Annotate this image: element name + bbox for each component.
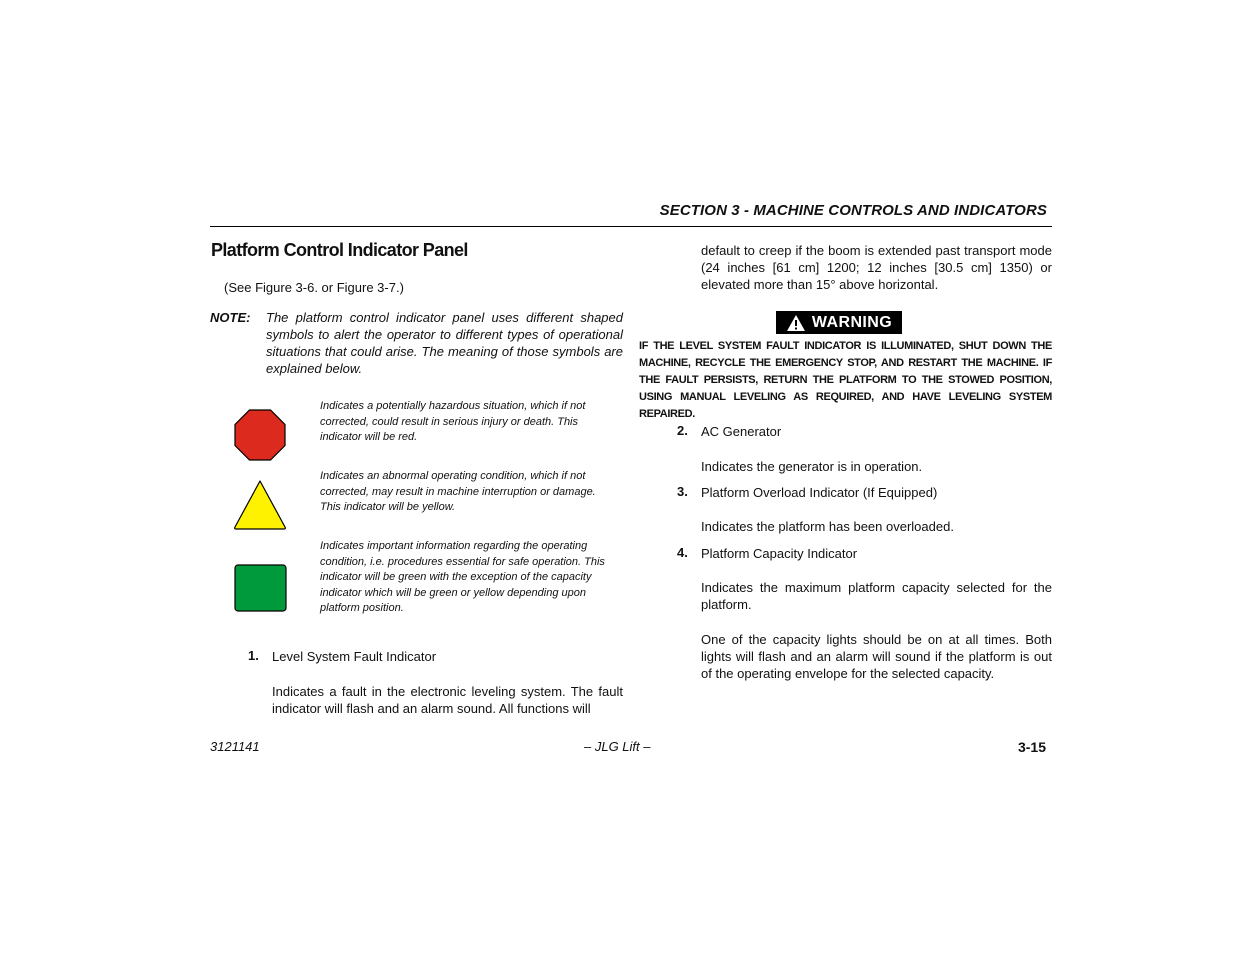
item-number: 4.: [677, 545, 688, 560]
note-text: The platform control indicator panel uses different shaped symbols to alert the operator to different types of operational situations that could arise. The meaning of those symbols are explained below.: [266, 310, 623, 376]
item-number: 1.: [248, 648, 259, 663]
yellow-symbol-description: Indicates an abnormal operating condition, which if not corrected, may result in machine interruption or damage. This indicator will be yellow.: [320, 470, 596, 513]
item-title: Level System Fault Indicator: [272, 649, 437, 664]
item-body: Indicates the maximum platform capacity selected for the platform.: [701, 580, 1052, 612]
section-header: SECTION 3 - MACHINE CONTROLS AND INDICATORS: [659, 202, 1047, 219]
item-body-continued: One of the capacity lights should be on at all times. Both lights will flash and an alarm will sound if the platform is out of the operating envelope for the selected capacity.: [701, 632, 1052, 681]
warning-text: IF THE LEVEL SYSTEM FAULT INDICATOR IS ILLUMINATED, SHUT DOWN THE MACHINE, RECYCLE THE EMERGENCY STOP, AND RESTART THE MACHINE. IF THE FAULT PERSISTS, RETURN THE PLATFORM TO THE STOWED POSITION, USING MANUAL LEVELING AS REQUIRED, AND HAVE LEVELING SYSTEM REPAIRED.: [639, 340, 1052, 420]
item-body: Indicates a fault in the electronic leveling system. The fault indicator will flash and an alarm sound. All functions will: [272, 684, 623, 716]
figure-reference: (See Figure 3-6. or Figure 3-7.): [224, 280, 404, 295]
item-number: 3.: [677, 484, 688, 499]
page-title: Platform Control Indicator Panel: [211, 240, 468, 260]
green-square-icon: [234, 564, 287, 612]
continued-text: default to creep if the boom is extended past transport mode (24 inches [61 cm] 1200; 12 inches [30.5 cm] 1350) or elevated more than 15° above horizontal.: [701, 243, 1052, 292]
item-title: Platform Capacity Indicator: [701, 546, 858, 561]
red-symbol-description: Indicates a potentially hazardous situation, which if not corrected, could result in serious injury or death. This indicator will be red.: [320, 400, 586, 443]
document-number: 3121141: [210, 739, 260, 754]
footer-center: – JLG Lift –: [584, 739, 651, 754]
yellow-triangle-icon: [233, 479, 287, 531]
item-title: AC Generator: [701, 424, 782, 439]
warning-triangle-icon: [786, 314, 806, 332]
green-symbol-description: Indicates important information regarding the operating condition, i.e. procedures essential for safe operation. This indicator will be green with the exception of the capacity indicator which will be green or yellow depending upon platform position.: [320, 540, 605, 614]
red-octagon-icon: [234, 409, 286, 461]
item-title: Platform Overload Indicator (If Equipped): [701, 485, 938, 500]
warning-label: WARNING: [811, 313, 893, 331]
item-number: 2.: [677, 423, 688, 438]
note-label: NOTE:: [210, 310, 251, 325]
item-body: Indicates the platform has been overloaded.: [701, 519, 954, 534]
page-number: 3-15: [1017, 739, 1046, 755]
warning-banner: [776, 311, 902, 334]
item-body: Indicates the generator is in operation.: [701, 459, 923, 474]
header-divider: [210, 226, 1052, 227]
